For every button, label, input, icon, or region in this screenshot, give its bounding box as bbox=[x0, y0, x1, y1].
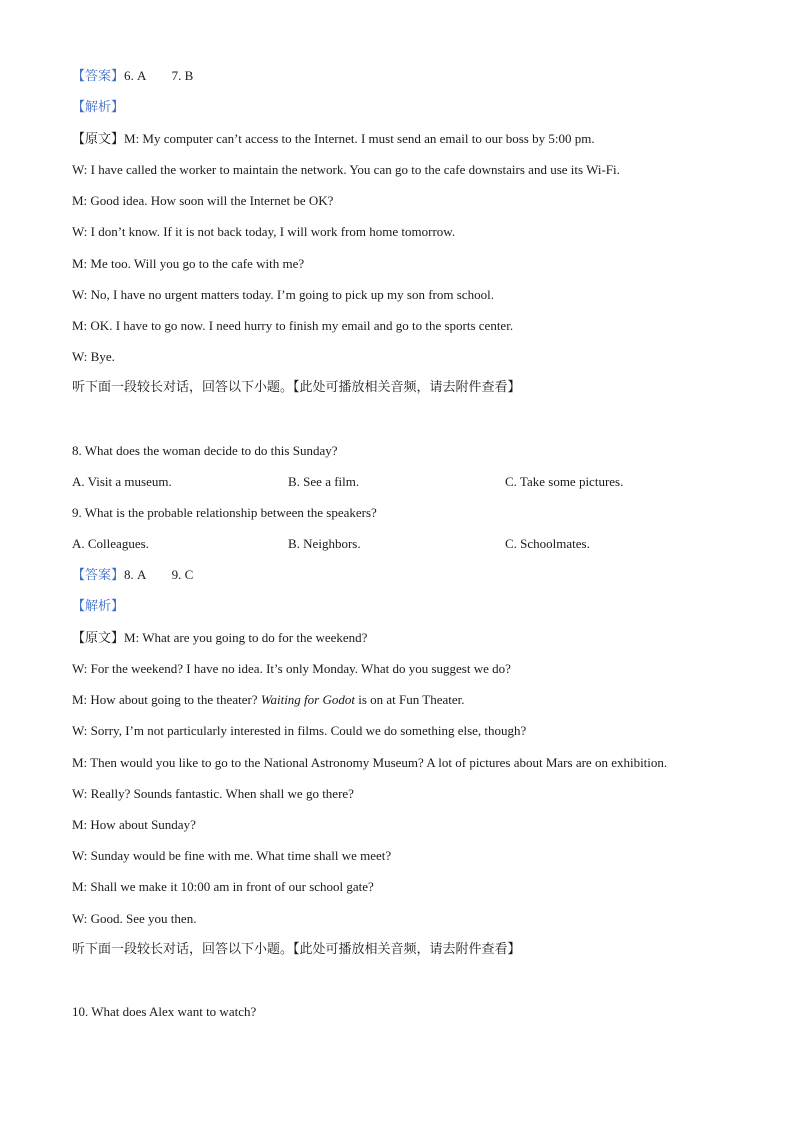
audio-instruction: 听下面一段较长对话，回答以下小题。【此处可播放相关音频，请去附件查看】 bbox=[72, 380, 521, 395]
q9-option-b: B. Neighbors. bbox=[288, 536, 361, 551]
transcript-line: W: Sorry, I’m not particularly interested in films. Could we do something else, though? bbox=[72, 723, 527, 738]
transcript-line: 【原文】M: My computer can’t access to the Internet. I must send an email to our boss by 5:00 pm. bbox=[72, 131, 595, 147]
answer-label: 【答案】 bbox=[72, 69, 125, 84]
transcript-line: W: For the weekend? I have no idea. It’s only Monday. What do you suggest we do? bbox=[72, 661, 511, 676]
transcript-line: M: Good idea. How soon will the Internet be OK? bbox=[72, 193, 334, 208]
transcript-line: M: Me too. Will you go to the cafe with me? bbox=[72, 256, 305, 271]
original-label: 【原文】 bbox=[72, 132, 125, 147]
q8-option-b: B. See a film. bbox=[288, 474, 360, 489]
transcript-line: W: I don’t know. If it is not back today, I will work from home tomorrow. bbox=[72, 224, 456, 239]
transcript-line: M: OK. I have to go now. I need hurry to finish my email and go to the sports center. bbox=[72, 318, 514, 333]
q9-option-c: C. Schoolmates. bbox=[505, 536, 590, 551]
transcript-line: W: I have called the worker to maintain the network. You can go to the cafe downstairs and use its Wi-Fi. bbox=[72, 162, 620, 177]
audio-instruction: 听下面一段较长对话，回答以下小题。【此处可播放相关音频，请去附件查看】 bbox=[72, 942, 521, 957]
transcript-line: W: Sunday would be fine with me. What time shall we meet? bbox=[72, 848, 392, 863]
transcript-line: W: No, I have no urgent matters today. I’m going to pick up my son from school. bbox=[72, 287, 494, 302]
transcript-line: 【原文】M: What are you going to do for the weekend? bbox=[72, 630, 368, 646]
analysis-label-2: 【解析】 bbox=[72, 599, 125, 614]
transcript-line: M: Then would you like to go to the National Astronomy Museum? A lot of pictures about Mars are on exhibition. bbox=[72, 755, 668, 770]
transcript-line: W: Bye. bbox=[72, 349, 115, 364]
answer-text: 6. A 7. B bbox=[124, 68, 194, 83]
q8-option-a: A. Visit a museum. bbox=[72, 474, 172, 489]
transcript-line: M: How about going to the theater? Waiting for Godot is on at Fun Theater. bbox=[72, 692, 465, 707]
transcript-line: M: Shall we make it 10:00 am in front of our school gate? bbox=[72, 879, 374, 894]
transcript-line: M: How about Sunday? bbox=[72, 817, 196, 832]
question-9: 9. What is the probable relationship between the speakers? bbox=[72, 505, 377, 520]
answer-text: 8. A 9. C bbox=[124, 567, 194, 582]
q8-option-c: C. Take some pictures. bbox=[505, 474, 624, 489]
analysis-label-1: 【解析】 bbox=[72, 100, 125, 115]
original-label: 【原文】 bbox=[72, 631, 125, 646]
question-10: 10. What does Alex want to watch? bbox=[72, 1004, 257, 1019]
q9-option-a: A. Colleagues. bbox=[72, 536, 149, 551]
answer-label: 【答案】 bbox=[72, 568, 125, 583]
transcript-line: W: Really? Sounds fantastic. When shall we go there? bbox=[72, 786, 354, 801]
play-title: Waiting for Godot bbox=[260, 692, 355, 707]
answer-line-2 bbox=[72, 567, 193, 584]
question-8: 8. What does the woman decide to do this Sunday? bbox=[72, 443, 338, 458]
transcript-line: W: Good. See you then. bbox=[72, 911, 197, 926]
answer-line-1 bbox=[72, 68, 193, 85]
